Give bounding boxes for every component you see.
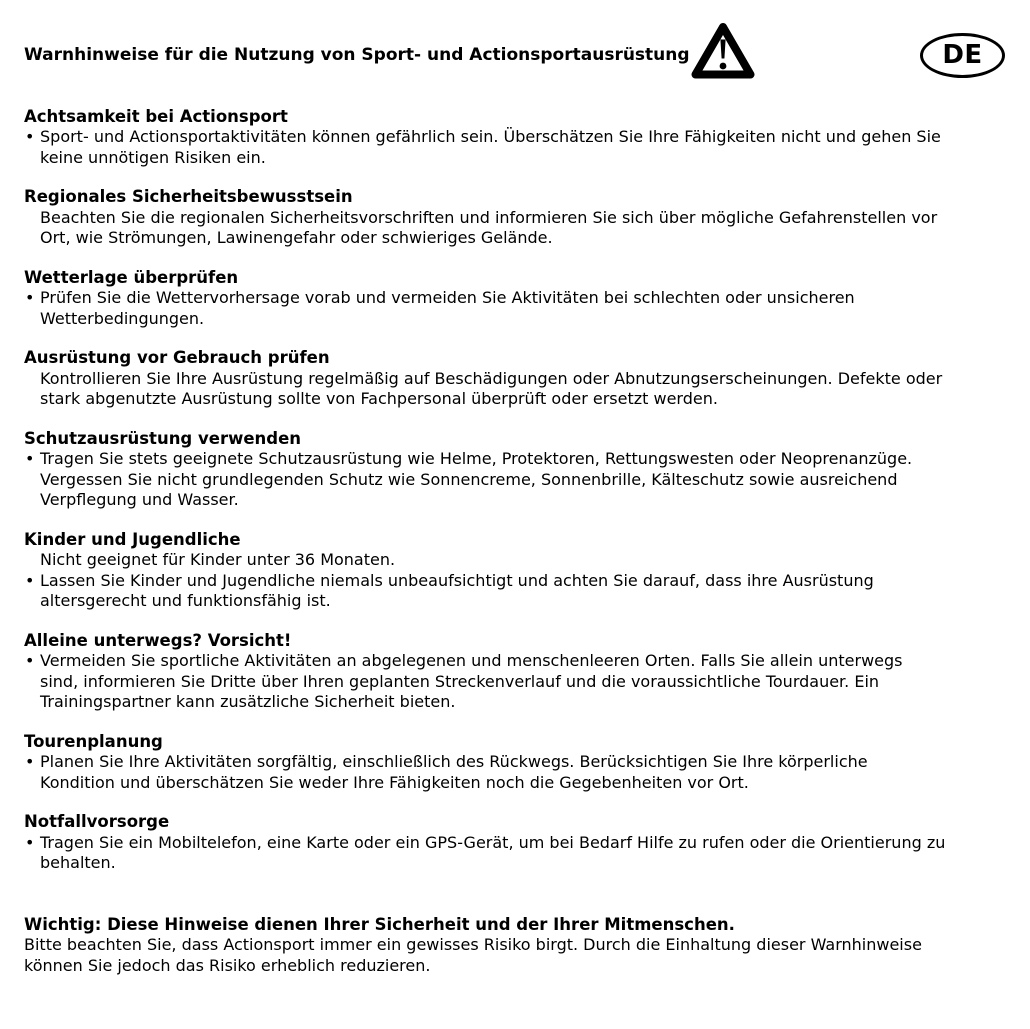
section-heading: Notfallvorsorge bbox=[24, 812, 170, 831]
item-text: Tragen Sie ein Mobiltelefon, eine Karte oder ein GPS-Gerät, um bei Bedarf Hilfe zu rufen oder die Orientierung zu behalten. bbox=[40, 832, 946, 872]
bullet-item bbox=[24, 833, 1006, 874]
section bbox=[24, 812, 1006, 874]
text-item bbox=[24, 935, 1006, 976]
bullet-icon: • bbox=[25, 570, 35, 590]
text-item bbox=[24, 369, 1006, 410]
section-heading: Ausrüstung vor Gebrauch prüfen bbox=[24, 348, 330, 367]
section bbox=[24, 530, 1006, 612]
warning-triangle-icon bbox=[691, 22, 755, 80]
section bbox=[24, 187, 1006, 249]
item-text: Bitte beachten Sie, dass Actionsport immer ein gewisses Risiko birgt. Durch die Einhaltung dieser Warnhinweise können Sie jedoch das Risiko erheblich reduzieren. bbox=[24, 935, 922, 975]
section-heading: Wetterlage überprüfen bbox=[24, 267, 239, 287]
item-text: Kontrollieren Sie Ihre Ausrüstung regelmäßig auf Beschädigungen oder Abnutzungserscheinungen. Defekte oder stark abgenutzte Ausrüstung sollte von Fachpersonal überprüft oder ersetzt werden. bbox=[40, 368, 943, 408]
item-text: Beachten Sie die regionalen Sicherheitsvorschriften und informieren Sie sich über mögliche Gefahrenstellen vor Ort, wie Strömungen, Lawinengefahr oder schwieriges Gelände. bbox=[40, 207, 938, 247]
item-text: Vermeiden Sie sportliche Aktivitäten an abgelegenen und menschenleeren Orten. Falls Sie allein unterwegs sind, informieren Sie Dritte über Ihren geplanten Streckenverlauf und die voraussichtliche Tourdauer. Ein Trainingspartner kann zusätzliche Sicherheit bieten. bbox=[40, 651, 903, 711]
bullet-item bbox=[24, 571, 1006, 612]
language-badge-label: DE bbox=[942, 39, 983, 70]
bullet-item bbox=[24, 752, 1006, 793]
section-heading: Achtsamkeit bei Actionsport bbox=[24, 106, 288, 126]
section bbox=[24, 268, 1006, 330]
sections-container bbox=[24, 107, 1006, 977]
section bbox=[24, 631, 1006, 713]
item-text: Nicht geeignet für Kinder unter 36 Monaten. bbox=[40, 550, 396, 569]
section bbox=[24, 732, 1006, 794]
section-heading: Kinder und Jugendliche bbox=[24, 529, 241, 549]
bullet-icon: • bbox=[25, 651, 35, 670]
bullet-item bbox=[24, 127, 1006, 168]
bullet-icon: • bbox=[25, 127, 35, 146]
section bbox=[24, 429, 1006, 511]
item-text: Sport- und Actionsportaktivitäten können gefährlich sein. Überschätzen Sie Ihre Fähigkeiten nicht und gehen Sie keine unnötigen Risiken ein. bbox=[40, 127, 941, 167]
item-text: Lassen Sie Kinder und Jugendliche niemals unbeaufsichtigt und achten Sie darauf, dass ihre Ausrüstung altersgerecht und funktionsfähig ist. bbox=[40, 570, 874, 610]
bullet-icon: • bbox=[25, 449, 35, 468]
section-heading: Tourenplanung bbox=[24, 731, 163, 751]
bullet-icon: • bbox=[25, 752, 35, 771]
section-heading: Wichtig: Diese Hinweise dienen Ihrer Sicherheit und der Ihrer Mitmenschen. bbox=[24, 914, 735, 934]
item-text: Prüfen Sie die Wettervorhersage vorab und vermeiden Sie Aktivitäten bei schlechten oder unsicheren Wetterbedingungen. bbox=[40, 288, 855, 328]
bullet-item bbox=[24, 651, 1006, 713]
bullet-icon: • bbox=[25, 832, 35, 852]
item-text: Tragen Sie stets geeignete Schutzausrüstung wie Helme, Protektoren, Rettungswesten oder Neoprenanzüge. Vergessen Sie nicht grundlegenden Schutz wie Sonnencreme, Sonnenbrille, Kälteschutz sowie ausreichend Verpflegung und Wasser. bbox=[40, 449, 913, 509]
language-badge bbox=[920, 33, 1005, 78]
text-item bbox=[24, 208, 1006, 249]
bullet-icon: • bbox=[25, 288, 35, 307]
section-heading: Schutzausrüstung verwenden bbox=[24, 428, 302, 448]
section-heading: Alleine unterwegs? Vorsicht! bbox=[24, 630, 292, 650]
section bbox=[24, 915, 1006, 977]
text-item bbox=[24, 550, 1006, 571]
section bbox=[24, 348, 1006, 410]
section bbox=[24, 107, 1006, 169]
bullet-item bbox=[24, 449, 1006, 511]
item-text: Planen Sie Ihre Aktivitäten sorgfältig, einschließlich des Rückwegs. Berücksichtigen Sie Ihre körperliche Kondition und überschätzen Sie weder Ihre Fähigkeiten noch die Gegebenheiten vor Ort. bbox=[40, 752, 868, 792]
bullet-item bbox=[24, 288, 1006, 329]
page-title: Warnhinweise für die Nutzung von Sport- und Actionsportausrüstung bbox=[24, 45, 690, 65]
section-heading: Regionales Sicherheitsbewusstsein bbox=[24, 187, 353, 206]
